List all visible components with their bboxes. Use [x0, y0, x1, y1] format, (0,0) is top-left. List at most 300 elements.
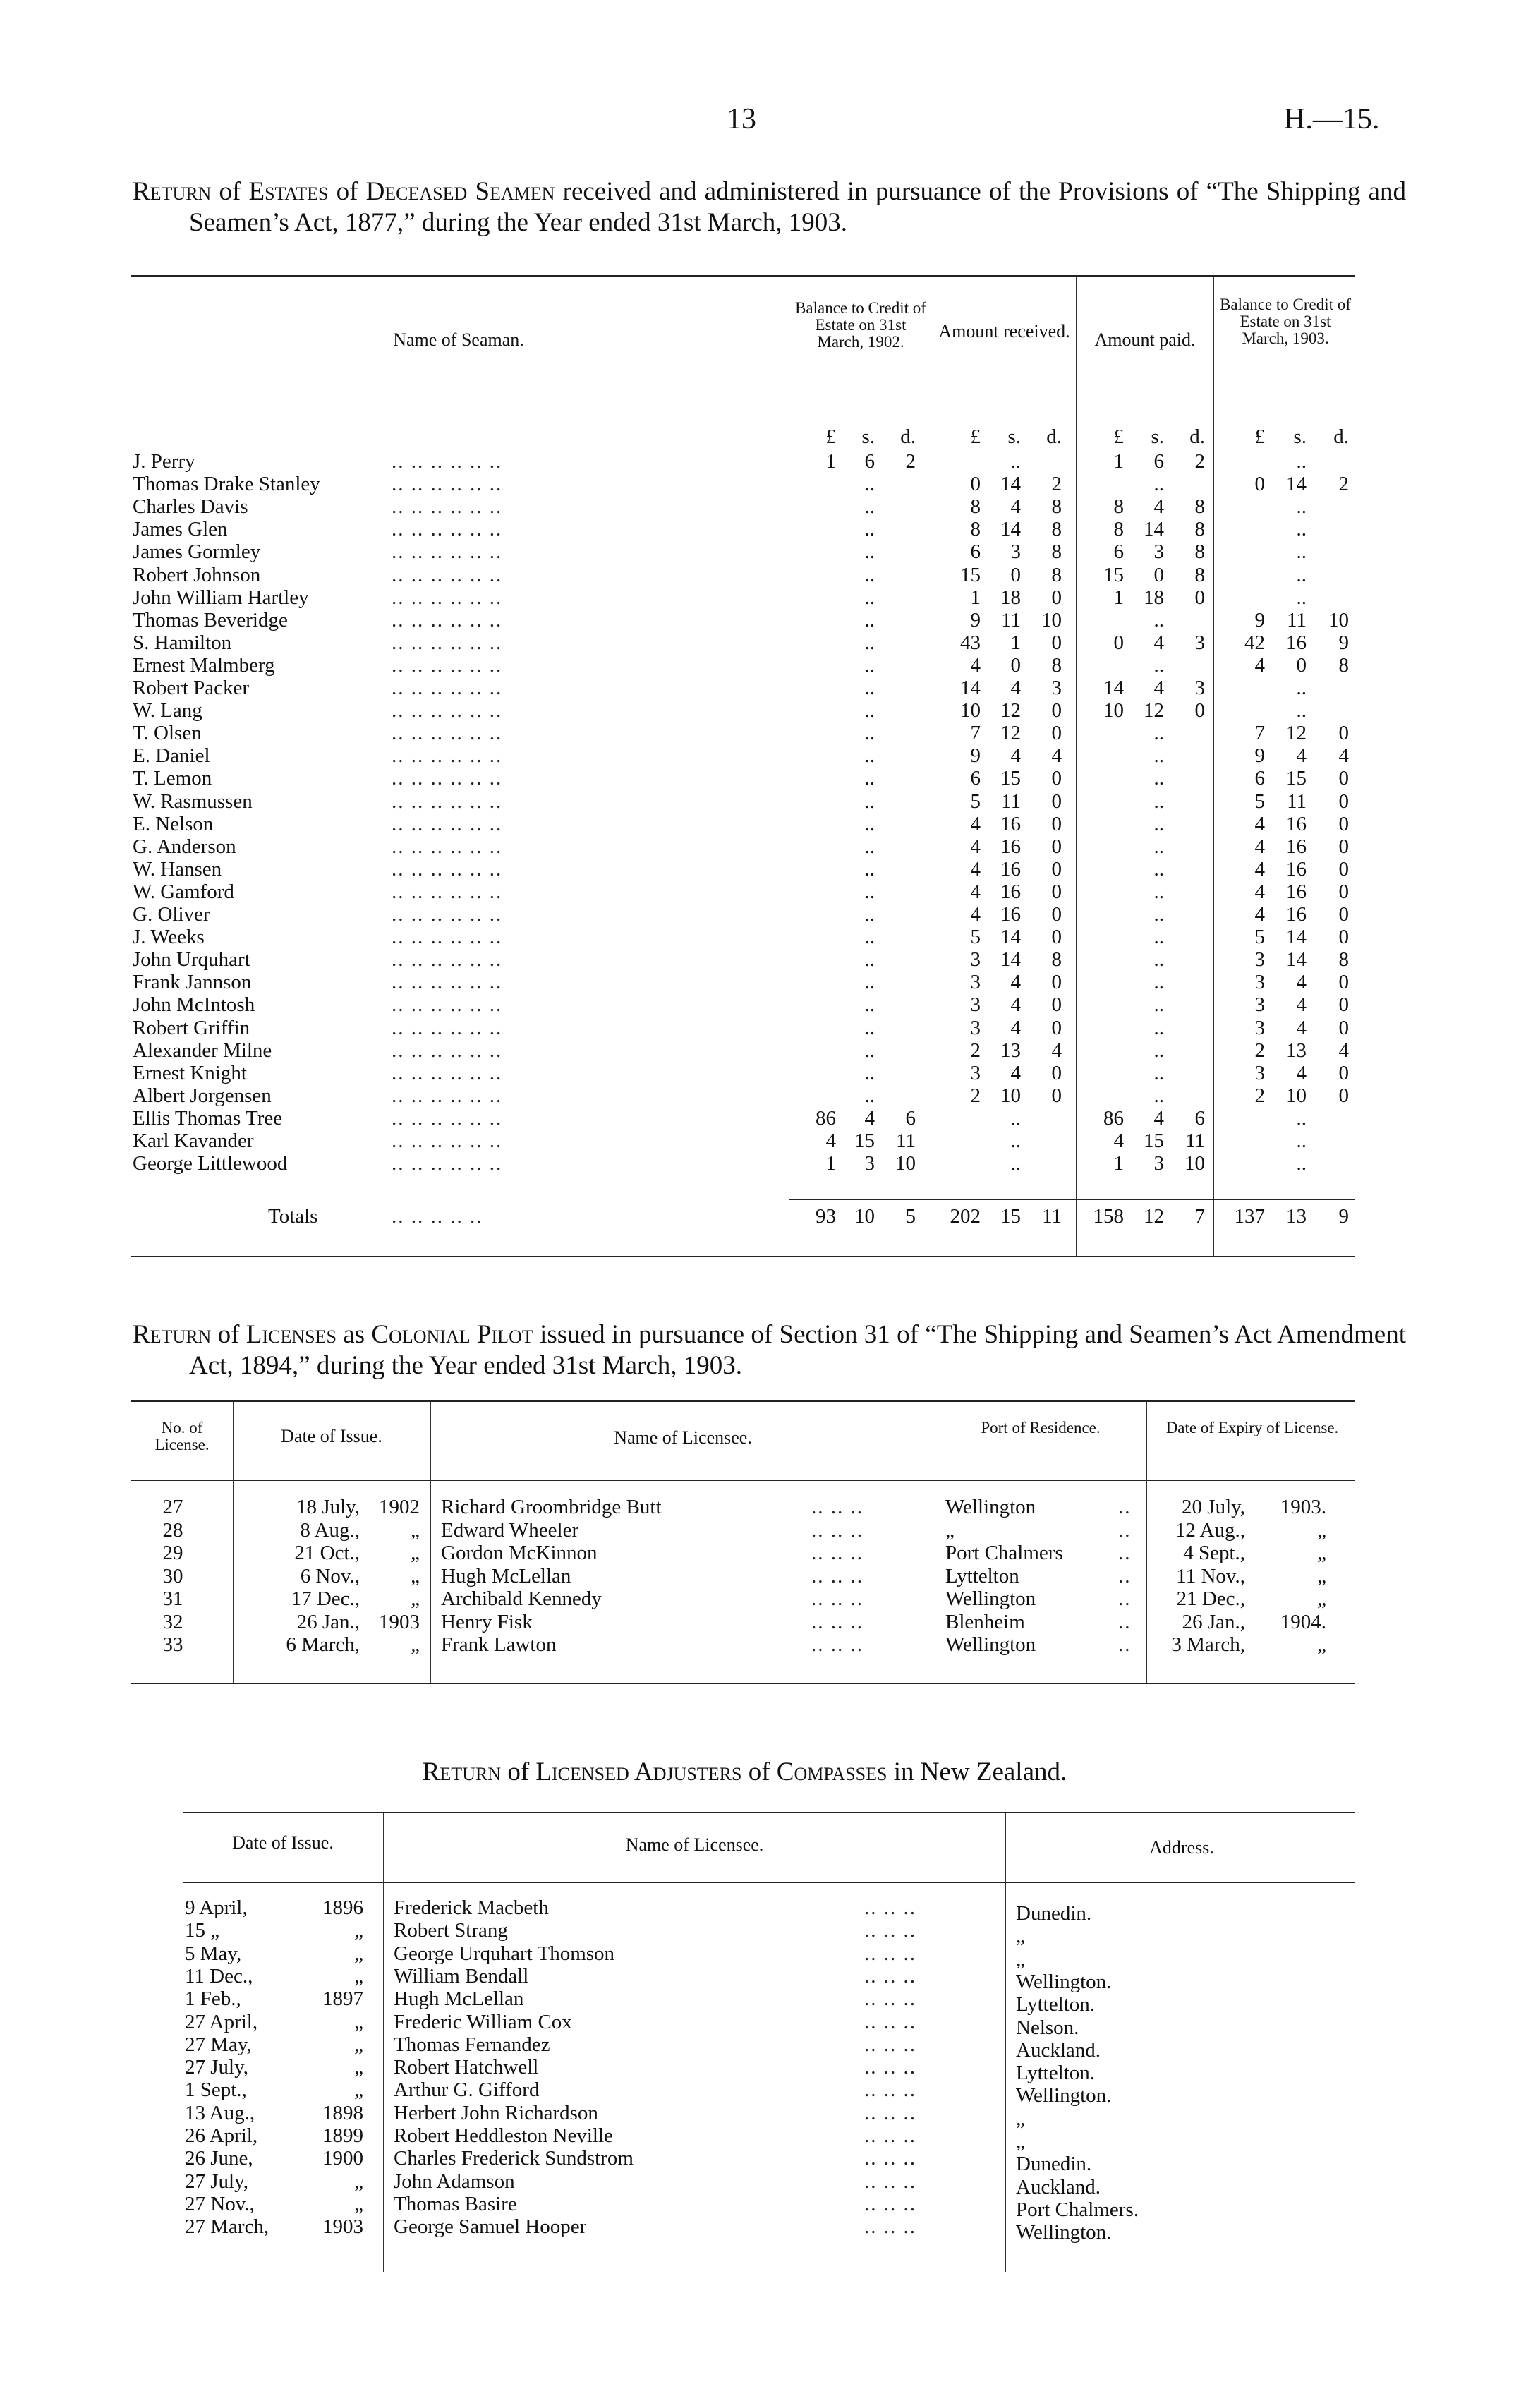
amount-pence: 0 — [1051, 971, 1062, 993]
amount-pounds: 0 — [1254, 473, 1265, 495]
amount-shillings: 4 — [1010, 1017, 1021, 1039]
pilots-col-divider — [233, 1402, 234, 1683]
address: Wellington. — [1016, 2221, 1112, 2244]
amount-shillings: 0 — [1153, 564, 1164, 586]
empty-amount: .. — [1296, 677, 1307, 699]
total-pence: 9 — [1338, 1205, 1349, 1228]
seaman-name: E. Nelson — [133, 813, 214, 835]
amount-pounds: 1 — [1113, 1152, 1124, 1175]
amount-pence: 0 — [1051, 790, 1062, 813]
amount-shillings: 14 — [1286, 926, 1307, 948]
empty-amount: .. — [1153, 903, 1164, 926]
amount-shillings: 12 — [1144, 699, 1164, 722]
issue-date: 15 „ — [185, 1919, 220, 1942]
empty-amount: .. — [1010, 1107, 1021, 1130]
amount-pence: 2 — [905, 450, 916, 473]
amount-shillings: 14 — [1000, 473, 1021, 495]
amount-pounds: 4 — [1254, 858, 1265, 881]
empty-amount: .. — [864, 654, 875, 677]
issue-year: 1897 — [322, 1987, 363, 2011]
address: „ — [1016, 2130, 1025, 2153]
amount-pence: 10 — [1184, 1152, 1205, 1175]
amount-pence: 8 — [1194, 564, 1205, 586]
amount-shillings: 15 — [1144, 1130, 1164, 1152]
seaman-name: Ernest Malmberg — [133, 654, 275, 677]
empty-amount: .. — [1153, 835, 1164, 858]
currency-header: £ — [970, 425, 981, 448]
amount-pounds: 5 — [1254, 926, 1265, 948]
amount-pounds: 2 — [970, 1084, 981, 1107]
amount-shillings: 4 — [1296, 1062, 1307, 1084]
amount-shillings: 16 — [1286, 813, 1307, 835]
empty-amount: .. — [1153, 790, 1164, 813]
empty-amount: .. — [864, 790, 875, 813]
amount-shillings: 16 — [1286, 835, 1307, 858]
empty-amount: .. — [864, 881, 875, 903]
total-pounds: 202 — [950, 1205, 981, 1228]
seaman-name: Frank Jannson — [133, 971, 252, 993]
leader-dots: .. .. .. .. .. .. — [392, 835, 503, 858]
empty-amount: .. — [864, 722, 875, 744]
title-segment: Licensed Adjusters — [535, 1757, 742, 1786]
amount-pence: 0 — [1051, 1017, 1062, 1039]
amount-shillings: 4 — [1296, 1017, 1307, 1039]
amount-shillings: 0 — [1010, 654, 1021, 677]
amount-pounds: 5 — [970, 926, 981, 948]
empty-amount: .. — [864, 495, 875, 518]
amount-pence: 0 — [1051, 1062, 1062, 1084]
address: „ — [1016, 2107, 1025, 2130]
pilots-header-port: Port of Residence. — [981, 1419, 1101, 1436]
title-segment: received and administered in pursuance of the Provisions of “The Shipping and Seamen’s Act, 1877,” during the Year ended 31st March, 1903. — [189, 177, 1406, 237]
empty-amount: .. — [1296, 1130, 1307, 1152]
empty-amount: .. — [1153, 767, 1164, 789]
amount-shillings: 6 — [864, 450, 875, 473]
pilots-title — [133, 1319, 1406, 1381]
empty-amount: .. — [864, 926, 875, 948]
issue-year: 1899 — [322, 2124, 363, 2147]
estates-col-divider — [1213, 277, 1214, 1256]
leader-dots: .. .. .. — [811, 1564, 864, 1587]
leader-dots: .. .. .. — [864, 2056, 916, 2079]
amount-pence: 8 — [1338, 654, 1349, 677]
amount-pence: 8 — [1194, 540, 1205, 563]
page-reference: H.—15. — [1284, 103, 1380, 135]
amount-pence: 4 — [1051, 744, 1062, 767]
expiry-year: „ — [1317, 1518, 1326, 1542]
license-number: 29 — [162, 1542, 183, 1564]
total-pence: 7 — [1194, 1205, 1205, 1228]
amount-pounds: 4 — [1254, 654, 1265, 677]
amount-pence: 11 — [1185, 1130, 1205, 1152]
pilots-col-divider — [1146, 1402, 1147, 1683]
amount-shillings: 11 — [1287, 790, 1307, 813]
empty-amount: .. — [1153, 858, 1164, 881]
seaman-name: T. Olsen — [133, 722, 202, 744]
amount-pence: 0 — [1051, 858, 1062, 881]
licensee-name: Robert Heddleston Neville — [394, 2124, 613, 2147]
licensee-name: Frederick Macbeth — [394, 1896, 549, 1919]
amount-shillings: 10 — [1000, 1084, 1021, 1107]
empty-amount: .. — [1296, 586, 1307, 609]
empty-amount: .. — [1153, 744, 1164, 767]
total-shillings: 12 — [1144, 1205, 1164, 1228]
empty-amount: .. — [864, 767, 875, 789]
amount-shillings: 3 — [1153, 1152, 1164, 1175]
adjusters-top-rule — [183, 1812, 1355, 1813]
amount-shillings: 4 — [1153, 677, 1164, 699]
leader-dots: .. .. .. — [864, 2192, 916, 2215]
amount-pence: 0 — [1338, 790, 1349, 813]
currency-header: £ — [825, 425, 836, 448]
amount-shillings: 16 — [1286, 858, 1307, 881]
leader-dots: .. .. .. — [864, 2101, 916, 2124]
amount-pounds: 6 — [970, 540, 981, 563]
empty-amount: .. — [864, 993, 875, 1016]
licensee-name: Charles Frederick Sundstrom — [394, 2147, 634, 2170]
amount-shillings: 4 — [1010, 495, 1021, 518]
empty-amount: .. — [864, 473, 875, 495]
issue-year: 1903 — [322, 2215, 363, 2239]
empty-amount: .. — [1153, 1084, 1164, 1107]
empty-amount: .. — [864, 1039, 875, 1062]
leader-dots: .. .. .. — [864, 2010, 916, 2033]
amount-pence: 3 — [1194, 631, 1205, 654]
expiry-date: 21 Dec., — [1176, 1587, 1245, 1610]
amount-pence: 0 — [1338, 1062, 1349, 1084]
empty-amount: .. — [1153, 1062, 1164, 1084]
amount-pence: 0 — [1338, 858, 1349, 881]
expiry-year: 1903. — [1280, 1496, 1326, 1518]
issue-year: „ — [411, 1564, 420, 1587]
amount-pence: 0 — [1051, 903, 1062, 926]
amount-pence: 0 — [1051, 993, 1062, 1016]
empty-amount: .. — [1153, 1039, 1164, 1062]
leader-dots: .. .. .. — [864, 2147, 916, 2170]
expiry-year: „ — [1317, 1633, 1326, 1656]
amount-pounds: 5 — [970, 790, 981, 813]
port-of-residence: „ — [945, 1518, 955, 1542]
amount-shillings: 16 — [1000, 903, 1021, 926]
amount-shillings: 14 — [1000, 518, 1021, 540]
total-shillings: 10 — [854, 1205, 875, 1228]
estates-header-name: Name of Seaman. — [393, 329, 524, 350]
issue-date: 27 July, — [185, 2056, 248, 2079]
address: „ — [1016, 1925, 1025, 1948]
leader-dots: .. .. .. .. .. .. — [392, 609, 503, 631]
empty-amount: .. — [864, 631, 875, 654]
amount-shillings: 14 — [1286, 948, 1307, 971]
license-number: 27 — [162, 1496, 183, 1518]
amount-shillings: 15 — [1000, 767, 1021, 789]
leader-dots: .. .. .. .. .. .. — [392, 564, 503, 586]
issue-year: 1898 — [322, 2101, 363, 2124]
leader-dots: .. .. .. — [864, 1896, 916, 1919]
leader-dots: .. .. .. .. .. .. — [392, 881, 503, 903]
amount-pence: 0 — [1051, 813, 1062, 835]
empty-amount: .. — [864, 813, 875, 835]
currency-header: s. — [1293, 425, 1307, 448]
amount-shillings: 4 — [1010, 993, 1021, 1016]
title-segment: of — [211, 177, 249, 206]
amount-shillings: 4 — [1296, 744, 1307, 767]
address: Auckland. — [1016, 2175, 1101, 2198]
expiry-year: 1904. — [1280, 1610, 1326, 1633]
leader-dots: .. .. .. .. .. .. — [392, 699, 503, 722]
seaman-name: Ellis Thomas Tree — [133, 1107, 283, 1130]
leader-dots: .. — [1118, 1496, 1132, 1518]
amount-pence: 8 — [1051, 948, 1062, 971]
empty-amount: .. — [1153, 609, 1164, 631]
adjusters-title — [133, 1757, 1357, 1788]
amount-pounds: 7 — [1254, 722, 1265, 744]
address: Dunedin. — [1016, 1902, 1092, 1925]
empty-amount: .. — [864, 699, 875, 722]
leader-dots: .. .. .. .. .. .. — [392, 1062, 503, 1084]
leader-dots: .. .. .. .. .. .. — [392, 1130, 503, 1152]
license-number: 28 — [162, 1518, 183, 1542]
empty-amount: .. — [864, 609, 875, 631]
pilots-header-issue: Date of Issue. — [281, 1426, 382, 1446]
amount-pence: 8 — [1051, 654, 1062, 677]
licensee-name: John Adamson — [394, 2170, 515, 2193]
issue-date: 27 May, — [185, 2033, 252, 2056]
issue-year: „ — [354, 1942, 363, 1965]
amount-pounds: 0 — [970, 473, 981, 495]
currency-header: s. — [861, 425, 875, 448]
amount-pounds: 1 — [825, 450, 836, 473]
leader-dots: .. .. .. .. .. .. — [392, 744, 503, 767]
license-number: 31 — [162, 1587, 183, 1610]
issue-year: 1896 — [322, 1896, 363, 1919]
amount-pounds: 4 — [1254, 835, 1265, 858]
amount-pence: 0 — [1194, 586, 1205, 609]
leader-dots: .. .. .. .. .. .. — [392, 790, 503, 813]
empty-amount: .. — [864, 518, 875, 540]
amount-pence: 3 — [1194, 677, 1205, 699]
amount-pounds: 3 — [970, 993, 981, 1016]
page-number: 13 — [727, 103, 756, 135]
empty-amount: .. — [1153, 948, 1164, 971]
licensee-name: Robert Strang — [394, 1919, 508, 1942]
title-segment: of — [211, 1320, 246, 1349]
amount-pence: 0 — [1338, 926, 1349, 948]
currency-header: d. — [900, 425, 916, 448]
licensee-name: William Bendall — [394, 1964, 529, 1987]
estates-header-received: Amount received. — [938, 321, 1070, 341]
amount-shillings: 11 — [1287, 609, 1307, 631]
pilots-header-name: Name of Licensee. — [614, 1427, 752, 1448]
empty-amount: .. — [864, 858, 875, 881]
issue-year: 1900 — [322, 2147, 363, 2170]
amount-shillings: 4 — [1010, 744, 1021, 767]
licensee-name: Richard Groombridge Butt — [441, 1496, 662, 1518]
estates-bottom-rule — [131, 1256, 1355, 1257]
leader-dots: .. — [1118, 1542, 1132, 1564]
amount-pence: 6 — [905, 1107, 916, 1130]
amount-pence: 0 — [1051, 1084, 1062, 1107]
empty-amount: .. — [1153, 881, 1164, 903]
seaman-name: E. Daniel — [133, 744, 210, 767]
leader-dots: .. .. .. — [864, 1964, 916, 1987]
amount-pence: 6 — [1194, 1107, 1205, 1130]
seaman-name: Ernest Knight — [133, 1062, 247, 1084]
amount-pence: 0 — [1051, 631, 1062, 654]
adjusters-header-address: Address. — [1149, 1837, 1214, 1858]
leader-dots: .. — [1118, 1564, 1132, 1587]
amount-shillings: 15 — [854, 1130, 875, 1152]
seaman-name: W. Gamford — [133, 881, 234, 903]
expiry-year: „ — [1317, 1564, 1326, 1587]
issue-year: „ — [354, 1964, 363, 1987]
leader-dots: .. .. .. .. .. .. — [392, 926, 503, 948]
amount-pounds: 14 — [960, 677, 981, 699]
amount-pence: 0 — [1051, 586, 1062, 609]
currency-header: d. — [1333, 425, 1349, 448]
pilots-header-no: No. of License. — [154, 1419, 210, 1453]
amount-pounds: 3 — [1254, 971, 1265, 993]
amount-pence: 0 — [1338, 767, 1349, 789]
issue-date: 18 July, — [296, 1496, 360, 1518]
title-segment: Estates — [248, 177, 329, 206]
amount-shillings: 14 — [1144, 518, 1164, 540]
amount-shillings: 12 — [1000, 722, 1021, 744]
estates-top-rule — [131, 275, 1355, 277]
total-pounds: 137 — [1234, 1205, 1265, 1228]
amount-pounds: 8 — [970, 495, 981, 518]
issue-date: 8 Aug., — [300, 1518, 360, 1542]
issue-date: 13 Aug., — [185, 2101, 255, 2124]
issue-year: „ — [354, 2010, 363, 2033]
issue-year: „ — [411, 1542, 420, 1564]
address: Lyttelton. — [1016, 2062, 1095, 2085]
empty-amount: .. — [1153, 813, 1164, 835]
title-segment: as — [336, 1320, 372, 1349]
amount-shillings: 4 — [1153, 1107, 1164, 1130]
total-pounds: 93 — [816, 1205, 836, 1228]
empty-amount: .. — [1153, 926, 1164, 948]
licensee-name: George Samuel Hooper — [394, 2215, 587, 2239]
amount-shillings: 4 — [1010, 971, 1021, 993]
amount-pounds: 0 — [1113, 631, 1124, 654]
amount-shillings: 0 — [1296, 654, 1307, 677]
amount-shillings: 4 — [1296, 993, 1307, 1016]
amount-pence: 0 — [1051, 835, 1062, 858]
amount-shillings: 16 — [1286, 631, 1307, 654]
leader-dots: .. .. .. — [864, 2215, 916, 2239]
amount-shillings: 18 — [1000, 586, 1021, 609]
seaman-name: Alexander Milne — [133, 1039, 272, 1062]
seaman-name: John Urquhart — [133, 948, 250, 971]
licensee-name: Robert Hatchwell — [394, 2056, 539, 2079]
leader-dots: .. .. .. .. .. .. — [392, 450, 503, 473]
empty-amount: .. — [1296, 1152, 1307, 1175]
amount-pounds: 4 — [1254, 881, 1265, 903]
leader-dots: .. .. .. — [811, 1542, 864, 1564]
licensee-name: Frederic William Cox — [394, 2010, 572, 2033]
issue-year: „ — [354, 2033, 363, 2056]
amount-pence: 4 — [1051, 1039, 1062, 1062]
issue-date: 27 March, — [185, 2215, 269, 2239]
amount-pence: 8 — [1051, 540, 1062, 563]
amount-shillings: 16 — [1000, 881, 1021, 903]
amount-pounds: 10 — [960, 699, 981, 722]
seaman-name: Karl Kavander — [133, 1130, 254, 1152]
issue-date: 27 Nov., — [185, 2192, 255, 2215]
leader-dots: .. .. .. .. .. .. — [392, 971, 503, 993]
title-segment: of — [328, 177, 366, 206]
empty-amount: .. — [864, 586, 875, 609]
amount-pence: 0 — [1051, 722, 1062, 744]
total-pence: 5 — [905, 1205, 916, 1228]
empty-amount: .. — [1153, 722, 1164, 744]
title-segment: Licenses — [246, 1320, 337, 1349]
seaman-name: John McIntosh — [133, 993, 255, 1016]
amount-pence: 0 — [1338, 971, 1349, 993]
estates-header-balance-1902: Balance to Credit of Estate on 31st March, 1902. — [795, 299, 926, 351]
amount-pounds: 6 — [970, 767, 981, 789]
amount-pence: 0 — [1338, 1084, 1349, 1107]
leader-dots: .. .. .. — [864, 1919, 916, 1942]
leader-dots: .. .. .. — [811, 1518, 864, 1542]
amount-pounds: 3 — [1254, 948, 1265, 971]
leader-dots: .. .. .. .. .. .. — [392, 1107, 503, 1130]
leader-dots: .. .. .. .. .. .. — [392, 631, 503, 654]
licensee-name: Herbert John Richardson — [394, 2101, 598, 2124]
seaman-name: Charles Davis — [133, 495, 248, 518]
amount-pounds: 6 — [1254, 767, 1265, 789]
leader-dots: .. .. .. .. .. .. — [392, 654, 503, 677]
amount-shillings: 4 — [1153, 495, 1164, 518]
total-pounds: 158 — [1093, 1205, 1124, 1228]
currency-header: £ — [1113, 425, 1124, 448]
leader-dots: .. .. .. — [864, 1942, 916, 1965]
title-segment: issued in pursuance of Section 31 of “The Shipping and Seamen’s Act Amendment Act, 1894,” during the Year ended 31st March, 1903. — [189, 1320, 1407, 1380]
address: Port Chalmers. — [1016, 2198, 1139, 2221]
expiry-year: „ — [1317, 1542, 1326, 1564]
licensee-name: Thomas Basire — [394, 2192, 517, 2215]
amount-shillings: 12 — [1000, 699, 1021, 722]
amount-shillings: 6 — [1153, 450, 1164, 473]
amount-pounds: 5 — [1254, 790, 1265, 813]
expiry-year: „ — [1317, 1587, 1326, 1610]
port-of-residence: Wellington — [945, 1496, 1036, 1518]
amount-shillings: 3 — [1010, 540, 1021, 563]
issue-year: „ — [354, 2192, 363, 2215]
amount-shillings: 4 — [1010, 1062, 1021, 1084]
amount-pence: 2 — [1338, 473, 1349, 495]
leader-dots: .. .. .. — [811, 1610, 864, 1633]
amount-pence: 0 — [1051, 767, 1062, 789]
seaman-name: G. Anderson — [133, 835, 236, 858]
amount-pounds: 3 — [970, 971, 981, 993]
amount-shillings: 14 — [1286, 473, 1307, 495]
leader-dots: .. .. .. .. .. .. — [392, 813, 503, 835]
amount-pence: 9 — [1338, 631, 1349, 654]
amount-pounds: 9 — [1254, 744, 1265, 767]
title-segment: of — [501, 1757, 536, 1786]
address: Nelson. — [1016, 2016, 1079, 2039]
estates-header-paid: Amount paid. — [1094, 329, 1196, 350]
amount-pounds: 4 — [970, 654, 981, 677]
amount-shillings: 1 — [1010, 631, 1021, 654]
amount-pounds: 4 — [970, 903, 981, 926]
amount-shillings: 15 — [1286, 767, 1307, 789]
leader-dots: .. .. .. .. .. .. — [392, 993, 503, 1016]
amount-shillings: 16 — [1286, 903, 1307, 926]
amount-pounds: 86 — [816, 1107, 836, 1130]
estates-header-balance-1903: Balance to Credit of Estate on 31st March, 1903. — [1220, 296, 1351, 347]
